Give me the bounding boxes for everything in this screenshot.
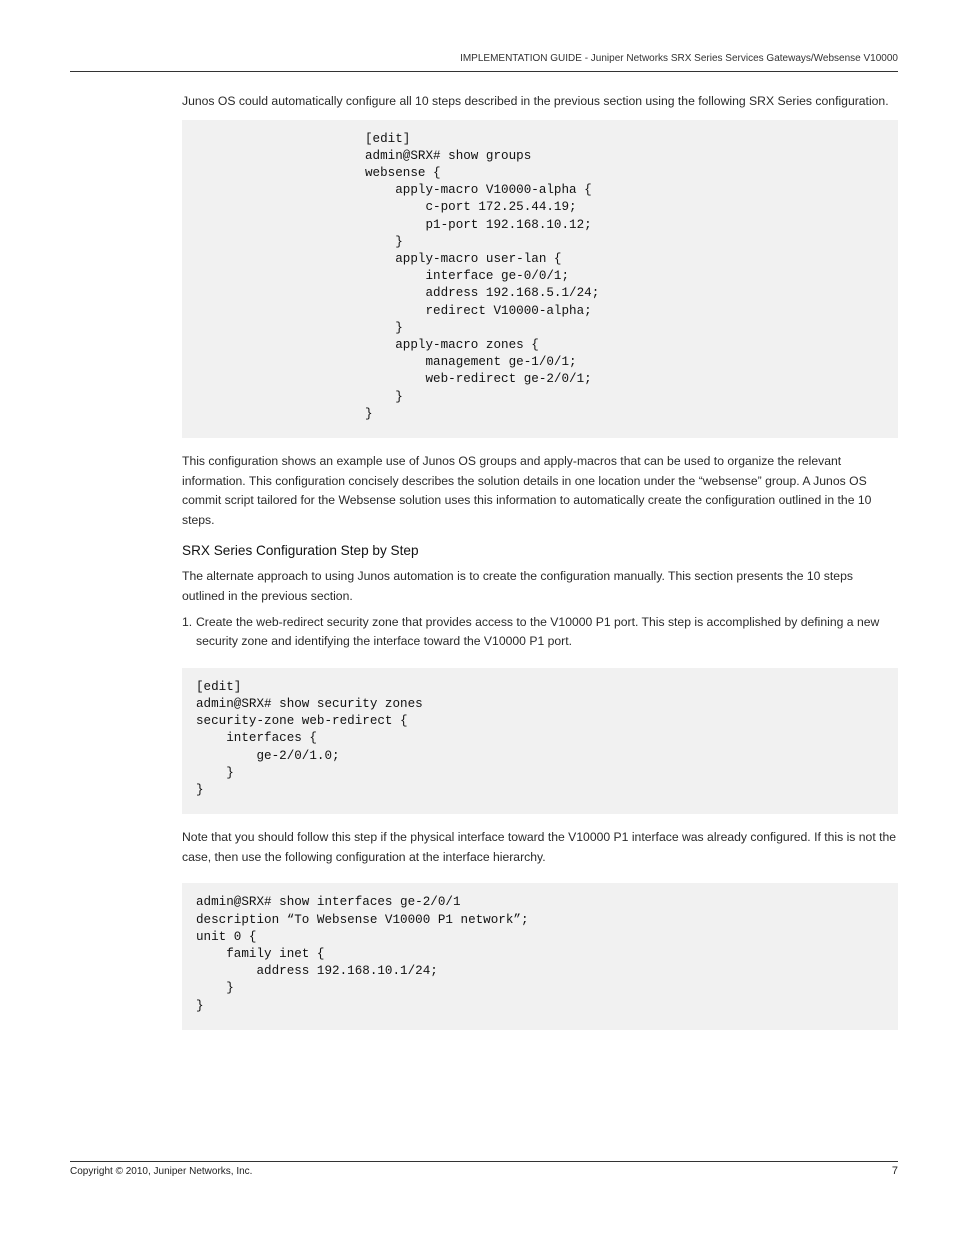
- step-text: Create the web-redirect security zone that provides access to the V10000 P1 port. This step is accomplished by defining a new security zone and identifying the interface toward the V10000 P1 port.: [196, 614, 880, 649]
- intro-paragraph: Junos OS could automatically configure all 10 steps described in the previous section using the following SRX Series configuration.: [182, 94, 889, 108]
- footer-divider: [70, 1161, 898, 1162]
- page-body: [182, 92, 898, 1030]
- code-block-interfaces: admin@SRX# show interfaces ge-2/0/1 description “To Websense V10000 P1 network”; unit 0 { family inet { address 192.168.10.1/24; } }: [182, 883, 898, 1029]
- code-block-groups: [edit] admin@SRX# show groups websense { apply-macro V10000-alpha { c-port 172.25.44.19; p1-port 192.168.10.12; } apply-macro user-lan { interface ge-0/0/1; address 192.168.5.1/24; redirect V10000-alpha; } apply-macro zones { management ge-1/0/1; web-redirect ge-2/0/1; } }: [182, 120, 898, 438]
- copyright-text: Copyright © 2010, Juniper Networks, Inc.: [70, 1166, 253, 1177]
- steps-list: [182, 613, 898, 652]
- list-item: [182, 613, 898, 652]
- note-paragraph: Note that you should follow this step if the physical interface toward the V10000 P1 interface was already configured. If this is not the case, then use the following configuration at the interface hierarchy.: [182, 830, 897, 864]
- header-divider: [70, 71, 898, 72]
- running-header: IMPLEMENTATION GUIDE - Juniper Networks SRX Series Services Gateways/Websense V10000: [460, 53, 898, 64]
- step-number: 1.: [182, 614, 193, 629]
- code-block-security-zones: [edit] admin@SRX# show security zones security-zone web-redirect { interfaces { ge-2/0/1.0; } }: [182, 668, 898, 814]
- section-paragraph: The alternate approach to using Junos automation is to create the configuration manually. This section presents the 10 steps outlined in the previous section.: [182, 569, 853, 604]
- page-number: 7: [891, 1165, 898, 1177]
- section-heading: SRX Series Configuration Step by Step: [182, 543, 419, 559]
- explanation-paragraph: This configuration shows an example use of Junos OS groups and apply-macros that can be used to organize the relevant information. This configuration concisely describes the solution details in one location under the “websense” group. A Junos OS commit script tailored for the Websense solution uses this information to automatically create the configuration outlined in the 10 steps.: [182, 454, 872, 527]
